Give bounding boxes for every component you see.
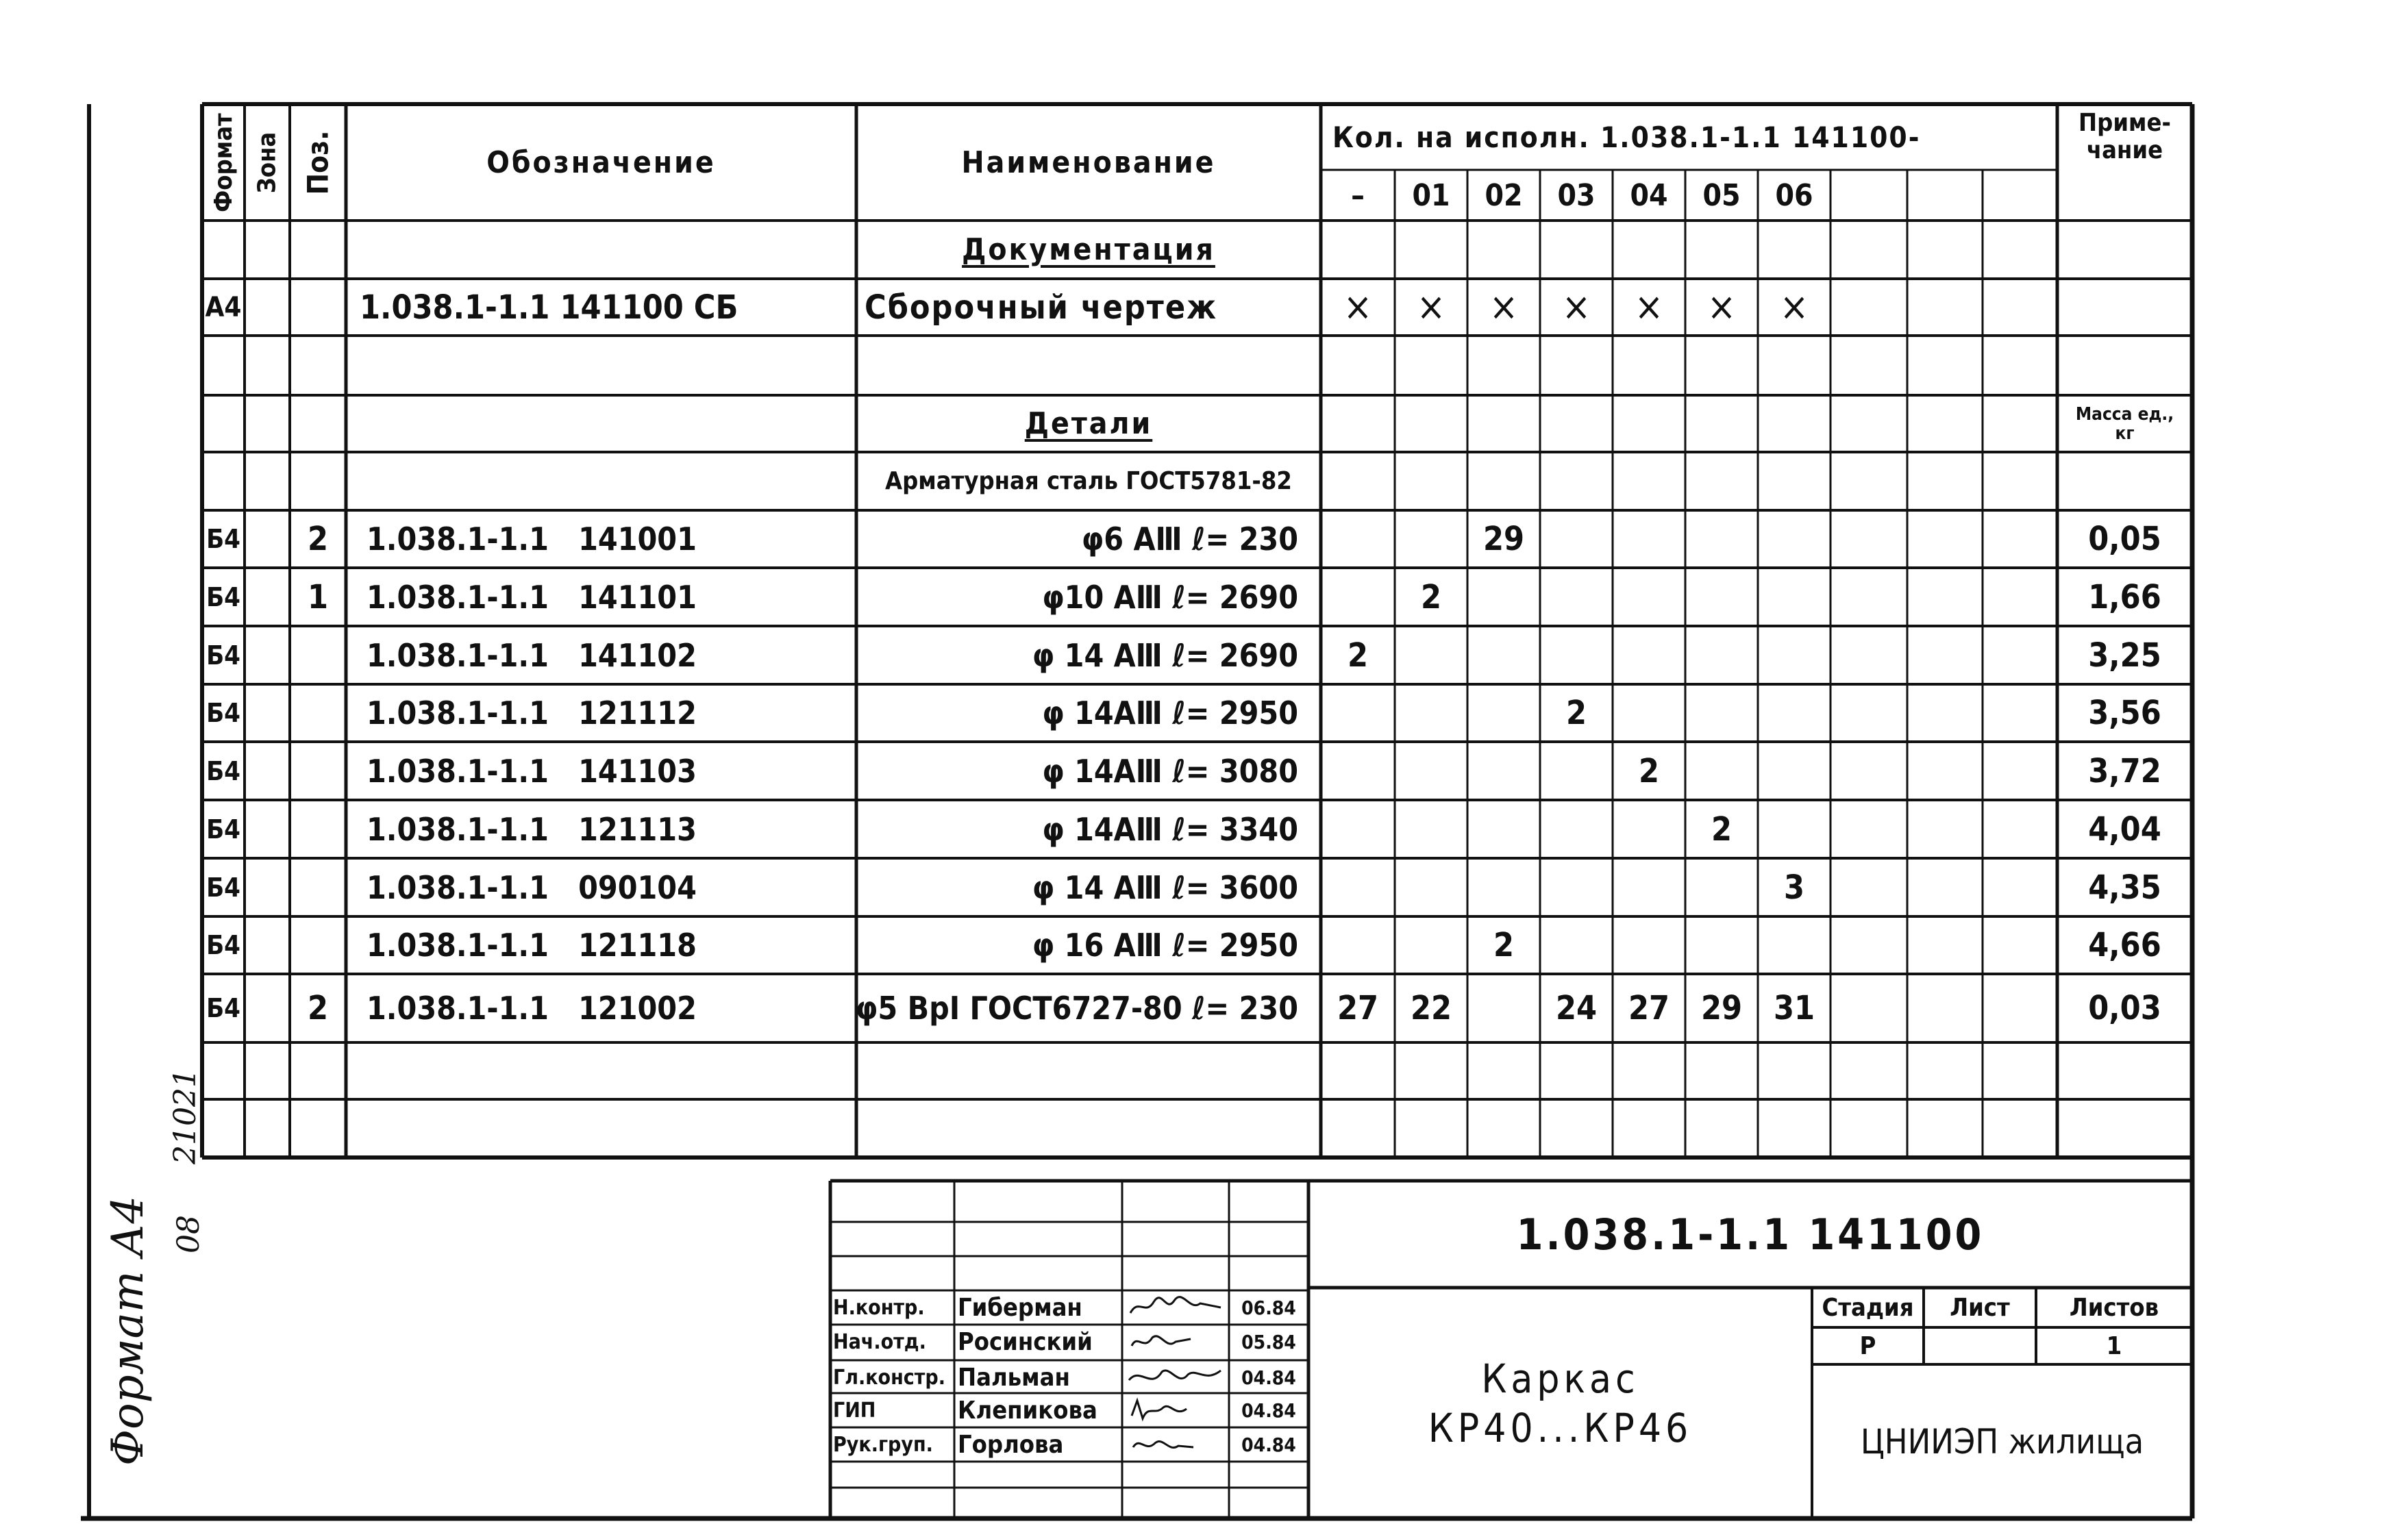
row-qty: [1758, 684, 1830, 742]
row-qty: 22: [1410, 989, 1452, 1027]
row-qty: 31: [1773, 989, 1815, 1027]
row-format: Б4: [206, 993, 240, 1023]
row-designation: 1.038.1-1.1 121112: [367, 695, 697, 731]
signature-role: Гл.констр.: [833, 1365, 945, 1390]
row-qty: 2: [1638, 751, 1660, 790]
row-designation: 1.038.1-1.1 141102: [367, 636, 697, 674]
row-qty: [1540, 626, 1613, 684]
variant-header: 06: [1775, 177, 1813, 213]
row-qty: 2: [1493, 926, 1515, 964]
doc-row-mark: ×: [1706, 285, 1737, 329]
row-qty: [1540, 858, 1613, 916]
row-qty: [1758, 626, 1830, 684]
signature-scribble: [1125, 1429, 1228, 1460]
row-format: Б4: [206, 524, 240, 554]
row-format: Б4: [206, 930, 240, 960]
signature-name: Горлова: [958, 1430, 1064, 1459]
row-qty: [1321, 858, 1395, 916]
row-pos: [290, 858, 346, 916]
row-designation: 1.038.1-1.1 141101: [367, 578, 697, 616]
row-qty: [1613, 916, 1685, 974]
organization: ЦНИИЭП жилища: [1860, 1421, 2144, 1462]
signature-date: 04.84: [1241, 1366, 1296, 1389]
row-qty: 29: [1700, 989, 1743, 1027]
signature-name: Пальман: [958, 1363, 1070, 1392]
row-qty: [1395, 858, 1467, 916]
sheet-label: Лист: [1950, 1293, 2010, 1322]
doc-row-mark: ×: [1416, 285, 1446, 329]
row-pos: 2: [307, 520, 329, 558]
header-note: Приме- чание: [2078, 109, 2171, 164]
row-qty: [1685, 742, 1758, 800]
row-qty: 29: [1482, 520, 1525, 558]
header-name: Наименование: [961, 145, 1216, 180]
row-name: φ5 ВрⅠ ГОСТ6727-80 ℓ= 230: [856, 990, 1298, 1027]
row-qty: [1613, 858, 1685, 916]
row-qty: 2: [1347, 636, 1369, 675]
variant-header: 01: [1412, 177, 1450, 213]
signature-date: 04.84: [1241, 1399, 1296, 1422]
row-pos: 2: [307, 989, 329, 1027]
row-format: Б4: [206, 872, 240, 903]
row-qty: [1395, 916, 1467, 974]
row-note: 3,72: [2088, 751, 2161, 790]
row-designation: 1.038.1-1.1 090104: [367, 868, 697, 906]
row-qty: 2: [1565, 694, 1587, 732]
row-qty: [1467, 974, 1540, 1042]
row-name: φ10 АⅢ ℓ= 2690: [1042, 578, 1298, 616]
row-designation: 1.038.1-1.1 121118: [367, 927, 697, 964]
row-qty: 3: [1783, 868, 1805, 907]
signature-role: Нач.отд.: [833, 1329, 926, 1354]
signature-name: Росинский: [958, 1327, 1093, 1356]
signature-scribble: [1125, 1362, 1228, 1392]
header-format: Формат: [209, 112, 238, 212]
sheets-value: 1: [2106, 1331, 2122, 1360]
row-designation: 1.038.1-1.1 141001: [367, 521, 697, 558]
row-format: Б4: [206, 581, 240, 612]
section-details: Детали: [1024, 406, 1153, 441]
variant-header: 02: [1485, 177, 1523, 213]
signature-name: Клепикова: [958, 1396, 1097, 1425]
margin-format-note: Формат А4: [103, 1195, 153, 1466]
row-name: φ 14АⅢ ℓ= 2950: [1042, 695, 1298, 731]
row-note: 4,04: [2088, 810, 2161, 849]
signature-scribble: [1125, 1395, 1228, 1425]
stage-label: Стадия: [1822, 1293, 1914, 1322]
row-qty: [1395, 742, 1467, 800]
signature-role: ГИП: [833, 1398, 876, 1423]
section-documentation: Документация: [962, 232, 1215, 267]
row-qty: [1321, 742, 1395, 800]
row-qty: [1321, 684, 1395, 742]
row-qty: [1467, 800, 1540, 858]
doc-row-mark: ×: [1634, 285, 1664, 329]
row-qty: [1467, 684, 1540, 742]
signature-scribble: [1125, 1327, 1228, 1357]
row-qty: [1758, 742, 1830, 800]
row-note: 4,66: [2088, 926, 2161, 964]
row-pos: [290, 916, 346, 974]
row-qty: [1467, 742, 1540, 800]
row-name: φ 14 АⅢ ℓ= 2690: [1032, 636, 1298, 674]
row-format: Б4: [206, 755, 240, 786]
row-qty: [1613, 684, 1685, 742]
row-qty: [1758, 800, 1830, 858]
row-qty: [1540, 800, 1613, 858]
row-name: φ 14 АⅢ ℓ= 3600: [1032, 868, 1298, 906]
row-qty: [1540, 510, 1613, 568]
doc-row-mark: ×: [1561, 285, 1591, 329]
row-qty: [1395, 800, 1467, 858]
row-qty: [1321, 568, 1395, 626]
row-designation: 1.038.1-1.1 121113: [367, 810, 697, 848]
row-qty: [1321, 800, 1395, 858]
row-qty: [1685, 684, 1758, 742]
row-note: 0,03: [2088, 989, 2161, 1027]
doc-number: 1.038.1-1.1 141100: [1516, 1209, 1985, 1260]
sheets-label: Листов: [2069, 1293, 2159, 1322]
row-format: Б4: [206, 698, 240, 728]
row-qty: 27: [1337, 989, 1379, 1027]
signature-date: 04.84: [1241, 1433, 1296, 1456]
header-qty-title: Кол. на исполн. 1.038.1-1.1 141100-: [1332, 120, 1921, 154]
row-qty: [1540, 916, 1613, 974]
doc-row-name: Сборочный чертеж: [865, 288, 1218, 327]
row-qty: [1467, 568, 1540, 626]
row-pos: [290, 800, 346, 858]
row-pos: 1: [307, 577, 329, 616]
row-qty: [1685, 510, 1758, 568]
signature-date: 05.84: [1241, 1330, 1296, 1353]
row-qty: [1758, 568, 1830, 626]
row-qty: [1540, 742, 1613, 800]
variant-header: 05: [1702, 177, 1741, 213]
row-note: 4,35: [2088, 868, 2161, 907]
row-name: φ6 АⅢ ℓ= 230: [1081, 521, 1298, 558]
product-title: Каркас КР40...КР46: [1428, 1355, 1693, 1451]
row-qty: [1685, 916, 1758, 974]
row-qty: [1613, 510, 1685, 568]
doc-row-format: А4: [205, 291, 242, 323]
row-qty: [1540, 568, 1613, 626]
doc-row-mark: ×: [1343, 285, 1373, 329]
section-steel: Арматурная сталь ГОСТ5781-82: [885, 467, 1292, 495]
doc-row-designation: 1.038.1-1.1 141100 СБ: [360, 288, 738, 327]
row-qty: [1613, 626, 1685, 684]
mass-unit-label: Масса ед., кг: [2075, 403, 2174, 444]
row-note: 3,25: [2088, 636, 2161, 675]
row-qty: 2: [1420, 577, 1442, 616]
row-qty: 27: [1628, 989, 1670, 1027]
row-qty: [1613, 568, 1685, 626]
row-qty: [1395, 684, 1467, 742]
signature-date: 06.84: [1241, 1296, 1296, 1319]
margin-stamp-number: 21021: [168, 1068, 203, 1164]
row-qty: [1613, 800, 1685, 858]
row-designation: 1.038.1-1.1 141103: [367, 752, 697, 790]
row-qty: [1321, 916, 1395, 974]
row-pos: [290, 742, 346, 800]
row-name: φ 14АⅢ ℓ= 3080: [1042, 752, 1298, 790]
row-name: φ 14АⅢ ℓ= 3340: [1042, 810, 1298, 848]
row-qty: 24: [1555, 989, 1598, 1027]
header-pos: Поз.: [301, 130, 335, 195]
variant-header: –: [1351, 177, 1365, 213]
row-qty: [1467, 626, 1540, 684]
row-qty: [1395, 510, 1467, 568]
row-qty: [1685, 858, 1758, 916]
variant-header: 04: [1630, 177, 1668, 213]
row-qty: [1758, 510, 1830, 568]
signature-role: Рук.груп.: [833, 1432, 933, 1457]
doc-row-mark: ×: [1489, 285, 1519, 329]
stage-value: Р: [1859, 1331, 1876, 1360]
row-designation: 1.038.1-1.1 121002: [367, 990, 697, 1027]
header-designation: Обозначение: [486, 145, 716, 180]
row-qty: [1685, 626, 1758, 684]
row-name: φ 16 АⅢ ℓ= 2950: [1032, 927, 1298, 964]
signature-role: Н.контр.: [833, 1295, 925, 1320]
row-qty: [1467, 858, 1540, 916]
row-format: Б4: [206, 640, 240, 671]
doc-row-mark: ×: [1779, 285, 1809, 329]
row-qty: [1758, 916, 1830, 974]
row-note: 0,05: [2088, 520, 2161, 558]
row-pos: [290, 684, 346, 742]
variant-header: 03: [1557, 177, 1596, 213]
row-qty: [1685, 568, 1758, 626]
signature-name: Гиберман: [958, 1293, 1082, 1322]
row-note: 1,66: [2088, 577, 2161, 616]
row-pos: [290, 626, 346, 684]
row-qty: [1321, 510, 1395, 568]
signature-scribble: [1125, 1292, 1228, 1323]
row-qty: [1395, 626, 1467, 684]
row-format: Б4: [206, 814, 240, 844]
row-note: 3,56: [2088, 694, 2161, 732]
row-qty: 2: [1711, 810, 1733, 849]
margin-stamp-code: 08: [171, 1215, 206, 1253]
header-zone: Зона: [253, 132, 282, 193]
